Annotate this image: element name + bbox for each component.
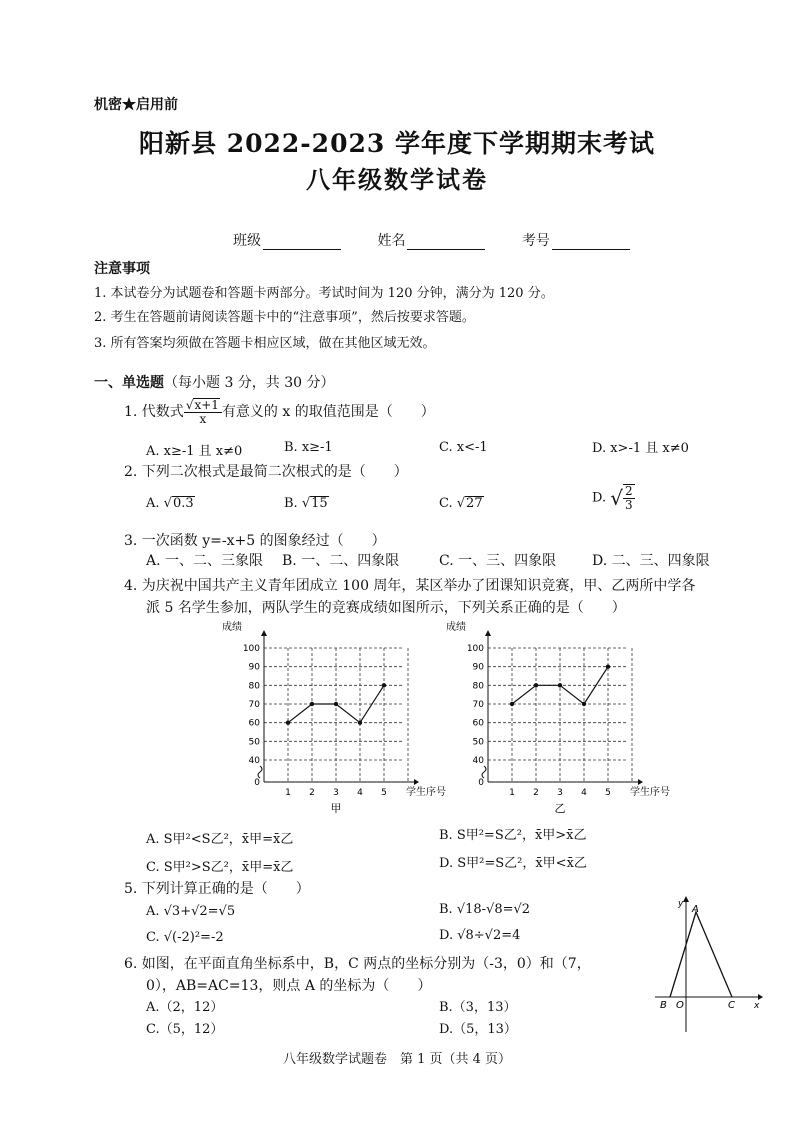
question-3-stem: 3. 一次函数 y=-x+5 的图象经过（ ）	[124, 533, 386, 549]
x-tick-label: 5	[381, 788, 387, 798]
axis-break	[482, 766, 486, 778]
q2-option-d[interactable]: D. √ $\frac{2}{3}$	[592, 484, 633, 513]
q4-option-b[interactable]: B. S甲²=S乙²，x̄甲>x̄乙	[439, 828, 587, 843]
y-tick-label: 50	[472, 737, 484, 748]
note-item: 2. 考生在答题前请阅读答题卡中的“注意事项”，然后按要求答题。	[94, 310, 475, 325]
q3-option-b[interactable]: B. 一、二、四象限	[282, 553, 400, 569]
name-field[interactable]	[407, 235, 485, 250]
q1-option-d[interactable]: D. x>-1 且 x≠0	[592, 441, 689, 456]
data-point	[534, 683, 538, 687]
y-tick-label: 70	[472, 700, 484, 710]
q5-option-b[interactable]: B. √18-√8=√2	[439, 902, 531, 917]
y-tick-label: 60	[248, 718, 260, 729]
y-tick-label: 70	[248, 700, 260, 710]
question-6-line2: 0），AB=AC=13，则点 A 的坐标为（ ）	[146, 978, 432, 994]
point-c-label: C	[728, 1000, 735, 1011]
x-axis-arrow	[758, 994, 763, 1000]
q2-option-a[interactable]: A. √0.3	[146, 496, 194, 511]
question-1-stem: 1. 代数式 $\frac{√x+1}{x}$ 有意义的 x 的取值范围是（ ）	[124, 398, 435, 427]
data-point	[606, 664, 610, 668]
section-title: 一、单选题	[94, 375, 164, 391]
data-point	[310, 702, 314, 706]
x-tick-label: 5	[605, 788, 611, 798]
data-point	[286, 720, 290, 724]
data-point	[558, 683, 562, 687]
triangle-abc	[670, 912, 732, 997]
q4-option-c[interactable]: C. S甲²>S乙²，x̄甲=x̄乙	[146, 860, 294, 875]
page-footer: 八年级数学试题卷 第 1 页（共 4 页）	[282, 1052, 512, 1067]
y-label: y	[678, 899, 684, 909]
chart-yi	[444, 618, 674, 818]
q3-option-d[interactable]: D. 二、三、四象限	[592, 553, 710, 569]
x-label: x	[754, 1001, 760, 1011]
number-field[interactable]	[552, 235, 630, 250]
q3-option-c[interactable]: C. 一、三、四象限	[439, 553, 557, 569]
q4-option-a[interactable]: A. S甲²<S乙²，x̄甲=x̄乙	[146, 832, 294, 847]
q6-option-a[interactable]: A.（2，12）	[146, 1000, 224, 1015]
coordinate-figure	[650, 892, 765, 1037]
y-tick-label: 100	[242, 644, 260, 654]
x-axis-arrow	[414, 779, 419, 785]
name-label: 姓名	[377, 233, 406, 249]
x-tick-label: 3	[333, 788, 339, 798]
chart-jia	[220, 618, 446, 818]
x-tick-label: 3	[557, 788, 563, 798]
class-field[interactable]	[263, 235, 341, 250]
point-b-label: B	[660, 1000, 667, 1011]
q2-option-c[interactable]: C. √27	[439, 496, 483, 511]
question-2-stem: 2. 下列二次根式是最简二次根式的是（ ）	[124, 464, 408, 480]
y-axis-arrow	[683, 896, 689, 902]
y-tick-label: 90	[472, 662, 484, 673]
q5-option-a[interactable]: A. √3+√2=√5	[146, 904, 236, 919]
chart-title: 甲	[330, 802, 342, 815]
question-6-line1: 6. 如图，在平面直角坐标系中，B，C 两点的坐标分别为（-3，0）和（7，	[124, 956, 591, 972]
y-tick-label: 90	[248, 662, 260, 673]
q1-option-c[interactable]: C. x<-1	[439, 440, 488, 455]
exam-title: 阳新县 2022-2023 学年度下学期期末考试	[139, 129, 655, 158]
exam-subtitle: 八年级数学试卷	[306, 165, 488, 194]
question-5-stem: 5. 下列计算正确的是（ ）	[124, 881, 310, 897]
student-info	[233, 230, 630, 250]
question-4-line1: 4. 为庆祝中国共产主义青年团成立 100 周年，某区举办了团课知识竞赛，甲、乙两所中学各	[124, 578, 696, 594]
chart-title: 乙	[554, 802, 566, 815]
section-heading	[94, 372, 335, 392]
y-tick-label: 100	[466, 644, 484, 654]
y-tick-label: 0	[478, 778, 484, 788]
axis-break	[258, 766, 262, 778]
y-axis-arrow	[485, 630, 491, 636]
data-point	[334, 702, 338, 706]
number-label: 考号	[521, 233, 550, 249]
q2-option-b[interactable]: B. √15	[284, 496, 328, 511]
data-point	[382, 683, 386, 687]
point-a-label: A	[692, 904, 699, 915]
note-item: 3. 所有答案均须做在答题卡相应区域，做在其他区域无效。	[94, 336, 436, 351]
fraction: $\frac{√x+1}{x}$	[184, 398, 222, 426]
note-item: 1. 本试卷分为试题卷和答题卡两部分。考试时间为 120 分钟，满分为 120 分。	[94, 286, 554, 301]
y-tick-label: 60	[472, 718, 484, 729]
y-axis-label: 成绩	[222, 622, 242, 633]
q6-option-c[interactable]: C.（5，12）	[146, 1022, 224, 1037]
x-tick-label: 2	[309, 788, 315, 798]
q1-option-a[interactable]: A. x≥-1 且 x≠0	[146, 444, 243, 459]
x-axis-label: 学生序号	[630, 787, 670, 798]
x-axis-arrow	[638, 779, 643, 785]
x-tick-label: 1	[285, 788, 291, 798]
x-axis-label: 学生序号	[406, 787, 446, 798]
q4-option-d[interactable]: D. S甲²=S乙²，x̄甲<x̄乙	[439, 856, 587, 871]
question-4-line2: 派 5 名学生参加，两队学生的竞赛成绩如图所示，下列关系正确的是（ ）	[146, 600, 626, 616]
q6-option-b[interactable]: B.（3，13）	[439, 1000, 517, 1015]
x-tick-label: 2	[533, 788, 539, 798]
y-tick-label: 50	[248, 737, 260, 748]
q5-option-d[interactable]: D. √8÷√2=4	[439, 928, 521, 943]
data-point	[582, 702, 586, 706]
q6-option-d[interactable]: D.（5，13）	[439, 1022, 517, 1037]
y-axis-arrow	[261, 630, 267, 636]
notes-heading: 注意事项	[94, 261, 150, 277]
origin-label: O	[676, 1000, 684, 1011]
y-tick-label: 40	[248, 756, 260, 766]
q5-option-c[interactable]: C. √(-2)²=-2	[146, 930, 224, 945]
y-tick-label: 40	[472, 756, 484, 766]
x-tick-label: 1	[509, 788, 515, 798]
y-tick-label: 80	[248, 681, 260, 692]
section-subtitle: （每小题 3 分，共 30 分）	[164, 375, 335, 391]
class-label: 班级	[233, 233, 261, 249]
q1-option-b[interactable]: B. x≥-1	[284, 440, 333, 455]
y-tick-label: 0	[254, 778, 260, 788]
x-tick-label: 4	[357, 788, 363, 798]
y-axis-label: 成绩	[446, 622, 466, 633]
data-point	[510, 702, 514, 706]
q3-option-a[interactable]: A. 一、二、三象限	[146, 553, 264, 569]
confidential-label: 机密★启用前	[94, 97, 178, 113]
y-tick-label: 80	[472, 681, 484, 692]
data-point	[358, 720, 362, 724]
x-tick-label: 4	[581, 788, 587, 798]
